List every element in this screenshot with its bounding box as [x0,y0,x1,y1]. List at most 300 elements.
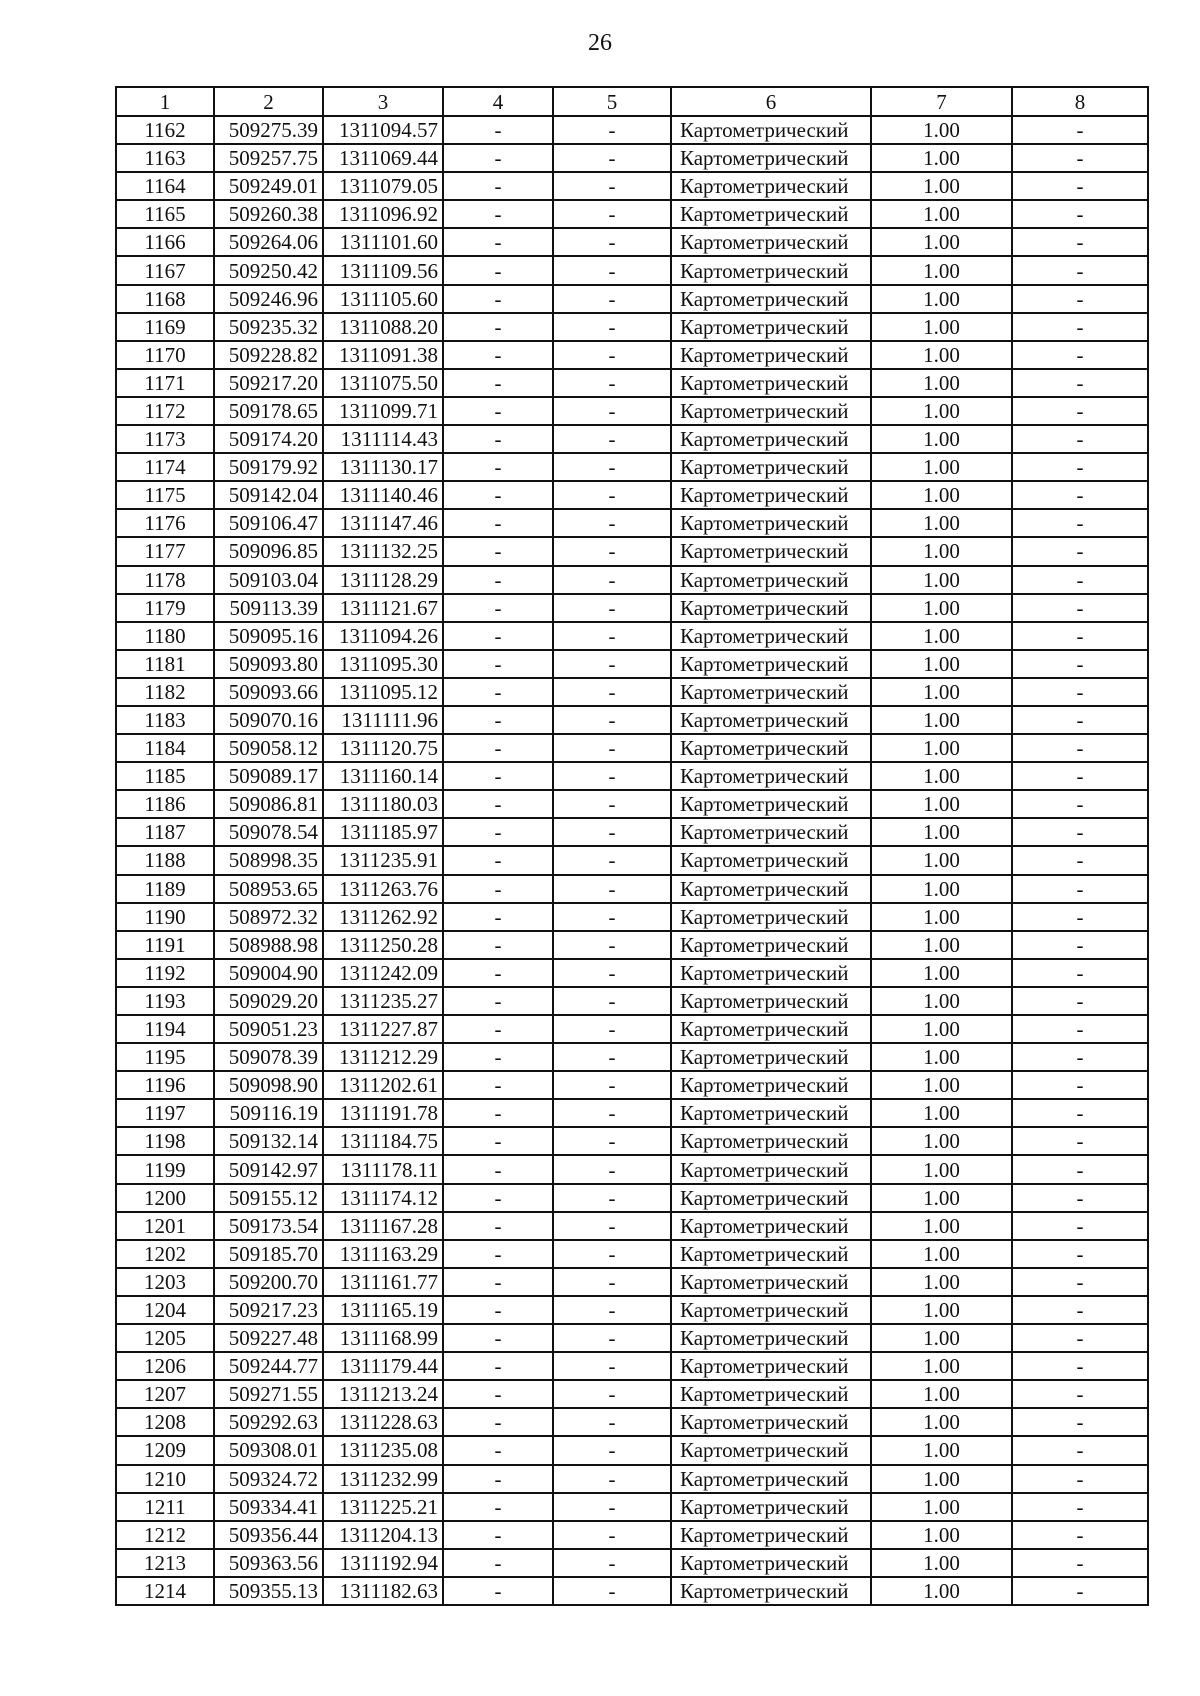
x-coordinate-cell: 509078.54 [214,818,323,846]
method-cell: Картометрический [671,1212,871,1240]
point-number-cell: 1210 [116,1465,214,1493]
method-cell: Картометрический [671,903,871,931]
x-coordinate-cell: 509142.97 [214,1155,323,1183]
method-cell: Картометрический [671,1015,871,1043]
y-coordinate-cell: 1311242.09 [323,959,443,987]
accuracy-cell: 1.00 [871,1493,1012,1521]
col-8-value-cell: - [1012,1071,1148,1099]
x-coordinate-cell: 508998.35 [214,846,323,874]
col-4-value-cell: - [443,1268,553,1296]
col-8-value-cell: - [1012,1465,1148,1493]
col-4-value-cell: - [443,594,553,622]
col-8-value-cell: - [1012,425,1148,453]
y-coordinate-cell: 1311163.29 [323,1240,443,1268]
y-coordinate-cell: 1311179.44 [323,1352,443,1380]
method-cell: Картометрический [671,818,871,846]
col-8-value-cell: - [1012,1099,1148,1127]
point-number-cell: 1168 [116,285,214,313]
point-number-cell: 1188 [116,846,214,874]
col-8-value-cell: - [1012,734,1148,762]
accuracy-cell: 1.00 [871,566,1012,594]
header-col-7: 7 [871,87,1012,116]
y-coordinate-cell: 1311094.26 [323,622,443,650]
col-8-value-cell: - [1012,313,1148,341]
header-col-6: 6 [671,87,871,116]
accuracy-cell: 1.00 [871,818,1012,846]
x-coordinate-cell: 509095.16 [214,622,323,650]
col-4-value-cell: - [443,509,553,537]
col-4-value-cell: - [443,1465,553,1493]
y-coordinate-cell: 1311111.96 [323,706,443,734]
col-8-value-cell: - [1012,1127,1148,1155]
table-row [116,425,1148,453]
col-5-value-cell: - [553,509,671,537]
point-number-cell: 1185 [116,762,214,790]
col-5-value-cell: - [553,1549,671,1577]
method-cell: Картометрический [671,116,871,144]
point-number-cell: 1176 [116,509,214,537]
method-cell: Картометрический [671,959,871,987]
col-8-value-cell: - [1012,566,1148,594]
col-4-value-cell: - [443,818,553,846]
table-row [116,818,1148,846]
x-coordinate-cell: 509227.48 [214,1324,323,1352]
y-coordinate-cell: 1311079.05 [323,172,443,200]
y-coordinate-cell: 1311225.21 [323,1493,443,1521]
col-8-value-cell: - [1012,228,1148,256]
col-8-value-cell: - [1012,453,1148,481]
accuracy-cell: 1.00 [871,1521,1012,1549]
point-number-cell: 1194 [116,1015,214,1043]
table-row [116,1521,1148,1549]
x-coordinate-cell: 509217.20 [214,369,323,397]
x-coordinate-cell: 508953.65 [214,875,323,903]
accuracy-cell: 1.00 [871,650,1012,678]
col-5-value-cell: - [553,1127,671,1155]
table-row [116,1043,1148,1071]
y-coordinate-cell: 1311096.92 [323,200,443,228]
method-cell: Картометрический [671,481,871,509]
accuracy-cell: 1.00 [871,762,1012,790]
method-cell: Картометрический [671,1240,871,1268]
col-5-value-cell: - [553,285,671,313]
accuracy-cell: 1.00 [871,1071,1012,1099]
col-4-value-cell: - [443,1493,553,1521]
col-4-value-cell: - [443,959,553,987]
y-coordinate-cell: 1311140.46 [323,481,443,509]
method-cell: Картометрический [671,622,871,650]
col-5-value-cell: - [553,818,671,846]
col-4-value-cell: - [443,200,553,228]
x-coordinate-cell: 509355.13 [214,1577,323,1605]
col-4-value-cell: - [443,228,553,256]
col-4-value-cell: - [443,1296,553,1324]
point-number-cell: 1192 [116,959,214,987]
header-row [116,87,1148,116]
col-4-value-cell: - [443,1127,553,1155]
x-coordinate-cell: 509089.17 [214,762,323,790]
col-5-value-cell: - [553,678,671,706]
point-number-cell: 1169 [116,313,214,341]
table-row [116,144,1148,172]
col-4-value-cell: - [443,1155,553,1183]
col-8-value-cell: - [1012,1015,1148,1043]
col-4-value-cell: - [443,144,553,172]
point-number-cell: 1198 [116,1127,214,1155]
method-cell: Картометрический [671,734,871,762]
table-body [116,116,1148,1605]
table-row [116,172,1148,200]
point-number-cell: 1173 [116,425,214,453]
col-5-value-cell: - [553,875,671,903]
point-number-cell: 1184 [116,734,214,762]
col-5-value-cell: - [553,1493,671,1521]
accuracy-cell: 1.00 [871,1577,1012,1605]
y-coordinate-cell: 1311088.20 [323,313,443,341]
accuracy-cell: 1.00 [871,481,1012,509]
accuracy-cell: 1.00 [871,706,1012,734]
accuracy-cell: 1.00 [871,1155,1012,1183]
col-4-value-cell: - [443,734,553,762]
table-row [116,1015,1148,1043]
col-4-value-cell: - [443,453,553,481]
method-cell: Картометрический [671,1099,871,1127]
accuracy-cell: 1.00 [871,1296,1012,1324]
method-cell: Картометрический [671,509,871,537]
table-row [116,846,1148,874]
method-cell: Картометрический [671,1380,871,1408]
col-5-value-cell: - [553,172,671,200]
accuracy-cell: 1.00 [871,1240,1012,1268]
accuracy-cell: 1.00 [871,987,1012,1015]
accuracy-cell: 1.00 [871,1352,1012,1380]
table-row [116,1240,1148,1268]
accuracy-cell: 1.00 [871,285,1012,313]
col-4-value-cell: - [443,116,553,144]
method-cell: Картометрический [671,256,871,284]
col-4-value-cell: - [443,1099,553,1127]
table-row [116,875,1148,903]
table-row [116,762,1148,790]
y-coordinate-cell: 1311160.14 [323,762,443,790]
y-coordinate-cell: 1311101.60 [323,228,443,256]
y-coordinate-cell: 1311130.17 [323,453,443,481]
method-cell: Картометрический [671,650,871,678]
coordinates-table [115,86,1149,1606]
table-row [116,790,1148,818]
point-number-cell: 1213 [116,1549,214,1577]
table-row [116,1155,1148,1183]
table-row [116,1071,1148,1099]
col-4-value-cell: - [443,1352,553,1380]
point-number-cell: 1183 [116,706,214,734]
x-coordinate-cell: 509058.12 [214,734,323,762]
col-5-value-cell: - [553,1296,671,1324]
point-number-cell: 1208 [116,1408,214,1436]
y-coordinate-cell: 1311147.46 [323,509,443,537]
col-4-value-cell: - [443,1015,553,1043]
x-coordinate-cell: 509070.16 [214,706,323,734]
table-row [116,1184,1148,1212]
y-coordinate-cell: 1311250.28 [323,931,443,959]
point-number-cell: 1171 [116,369,214,397]
x-coordinate-cell: 509116.19 [214,1099,323,1127]
point-number-cell: 1175 [116,481,214,509]
col-5-value-cell: - [553,200,671,228]
x-coordinate-cell: 509093.66 [214,678,323,706]
method-cell: Картометрический [671,425,871,453]
point-number-cell: 1189 [116,875,214,903]
method-cell: Картометрический [671,987,871,1015]
x-coordinate-cell: 509174.20 [214,425,323,453]
table-row [116,341,1148,369]
y-coordinate-cell: 1311109.56 [323,256,443,284]
table-row [116,622,1148,650]
y-coordinate-cell: 1311180.03 [323,790,443,818]
col-5-value-cell: - [553,1324,671,1352]
y-coordinate-cell: 1311095.30 [323,650,443,678]
y-coordinate-cell: 1311114.43 [323,425,443,453]
col-8-value-cell: - [1012,285,1148,313]
point-number-cell: 1201 [116,1212,214,1240]
x-coordinate-cell: 509004.90 [214,959,323,987]
col-5-value-cell: - [553,481,671,509]
x-coordinate-cell: 509173.54 [214,1212,323,1240]
table-row [116,903,1148,931]
method-cell: Картометрический [671,397,871,425]
col-5-value-cell: - [553,931,671,959]
col-8-value-cell: - [1012,1212,1148,1240]
col-8-value-cell: - [1012,172,1148,200]
y-coordinate-cell: 1311128.29 [323,566,443,594]
col-5-value-cell: - [553,1268,671,1296]
method-cell: Картометрический [671,1408,871,1436]
col-4-value-cell: - [443,1324,553,1352]
col-4-value-cell: - [443,1408,553,1436]
table-row [116,313,1148,341]
col-5-value-cell: - [553,790,671,818]
table-row [116,537,1148,565]
col-5-value-cell: - [553,1436,671,1464]
col-8-value-cell: - [1012,397,1148,425]
table-row [116,931,1148,959]
table-row [116,1577,1148,1605]
col-5-value-cell: - [553,537,671,565]
col-5-value-cell: - [553,1212,671,1240]
header-col-3: 3 [323,87,443,116]
accuracy-cell: 1.00 [871,425,1012,453]
point-number-cell: 1191 [116,931,214,959]
page-number: 26 [588,30,612,56]
x-coordinate-cell: 509078.39 [214,1043,323,1071]
col-4-value-cell: - [443,481,553,509]
accuracy-cell: 1.00 [871,172,1012,200]
col-8-value-cell: - [1012,818,1148,846]
accuracy-cell: 1.00 [871,1324,1012,1352]
x-coordinate-cell: 508972.32 [214,903,323,931]
y-coordinate-cell: 1311185.97 [323,818,443,846]
table-row [116,706,1148,734]
x-coordinate-cell: 509098.90 [214,1071,323,1099]
method-cell: Картометрический [671,1324,871,1352]
accuracy-cell: 1.00 [871,1127,1012,1155]
point-number-cell: 1199 [116,1155,214,1183]
col-5-value-cell: - [553,256,671,284]
accuracy-cell: 1.00 [871,116,1012,144]
point-number-cell: 1166 [116,228,214,256]
x-coordinate-cell: 508988.98 [214,931,323,959]
table-row [116,509,1148,537]
x-coordinate-cell: 509103.04 [214,566,323,594]
accuracy-cell: 1.00 [871,369,1012,397]
point-number-cell: 1202 [116,1240,214,1268]
table-row [116,678,1148,706]
point-number-cell: 1214 [116,1577,214,1605]
col-8-value-cell: - [1012,1549,1148,1577]
method-cell: Картометрический [671,1577,871,1605]
y-coordinate-cell: 1311075.50 [323,369,443,397]
point-number-cell: 1172 [116,397,214,425]
x-coordinate-cell: 509271.55 [214,1380,323,1408]
col-5-value-cell: - [553,1577,671,1605]
accuracy-cell: 1.00 [871,1268,1012,1296]
col-5-value-cell: - [553,959,671,987]
y-coordinate-cell: 1311099.71 [323,397,443,425]
accuracy-cell: 1.00 [871,1408,1012,1436]
col-5-value-cell: - [553,341,671,369]
table-row [116,1352,1148,1380]
method-cell: Картометрический [671,537,871,565]
col-4-value-cell: - [443,1240,553,1268]
y-coordinate-cell: 1311263.76 [323,875,443,903]
table-row [116,397,1148,425]
point-number-cell: 1174 [116,453,214,481]
col-4-value-cell: - [443,931,553,959]
point-number-cell: 1212 [116,1521,214,1549]
col-8-value-cell: - [1012,341,1148,369]
col-4-value-cell: - [443,1436,553,1464]
x-coordinate-cell: 509235.32 [214,313,323,341]
accuracy-cell: 1.00 [871,959,1012,987]
method-cell: Картометрический [671,762,871,790]
header-col-1: 1 [116,87,214,116]
col-8-value-cell: - [1012,846,1148,874]
point-number-cell: 1203 [116,1268,214,1296]
table-row [116,650,1148,678]
point-number-cell: 1211 [116,1493,214,1521]
col-8-value-cell: - [1012,594,1148,622]
y-coordinate-cell: 1311191.78 [323,1099,443,1127]
point-number-cell: 1197 [116,1099,214,1127]
x-coordinate-cell: 509264.06 [214,228,323,256]
y-coordinate-cell: 1311204.13 [323,1521,443,1549]
table-row [116,453,1148,481]
table-row [116,200,1148,228]
accuracy-cell: 1.00 [871,1212,1012,1240]
table-row [116,1436,1148,1464]
col-8-value-cell: - [1012,678,1148,706]
col-4-value-cell: - [443,341,553,369]
point-number-cell: 1182 [116,678,214,706]
col-8-value-cell: - [1012,116,1148,144]
col-8-value-cell: - [1012,1408,1148,1436]
point-number-cell: 1162 [116,116,214,144]
method-cell: Картометрический [671,706,871,734]
col-8-value-cell: - [1012,537,1148,565]
method-cell: Картометрический [671,1493,871,1521]
x-coordinate-cell: 509260.38 [214,200,323,228]
method-cell: Картометрический [671,1296,871,1324]
col-4-value-cell: - [443,678,553,706]
col-8-value-cell: - [1012,1521,1148,1549]
col-8-value-cell: - [1012,144,1148,172]
x-coordinate-cell: 509246.96 [214,285,323,313]
col-5-value-cell: - [553,846,671,874]
table-row [116,1127,1148,1155]
col-8-value-cell: - [1012,762,1148,790]
col-4-value-cell: - [443,1212,553,1240]
method-cell: Картометрический [671,172,871,200]
x-coordinate-cell: 509244.77 [214,1352,323,1380]
col-8-value-cell: - [1012,1184,1148,1212]
col-8-value-cell: - [1012,1352,1148,1380]
col-5-value-cell: - [553,1099,671,1127]
col-5-value-cell: - [553,453,671,481]
col-8-value-cell: - [1012,200,1148,228]
x-coordinate-cell: 509228.82 [214,341,323,369]
col-5-value-cell: - [553,706,671,734]
y-coordinate-cell: 1311161.77 [323,1268,443,1296]
col-8-value-cell: - [1012,1577,1148,1605]
col-5-value-cell: - [553,1071,671,1099]
y-coordinate-cell: 1311227.87 [323,1015,443,1043]
point-number-cell: 1195 [116,1043,214,1071]
point-number-cell: 1178 [116,566,214,594]
col-5-value-cell: - [553,1408,671,1436]
table-row [116,1296,1148,1324]
x-coordinate-cell: 509178.65 [214,397,323,425]
table-row [116,1380,1148,1408]
table-row [116,1408,1148,1436]
y-coordinate-cell: 1311192.94 [323,1549,443,1577]
point-number-cell: 1170 [116,341,214,369]
x-coordinate-cell: 509356.44 [214,1521,323,1549]
table-row [116,116,1148,144]
table-row [116,285,1148,313]
method-cell: Картометрический [671,1352,871,1380]
y-coordinate-cell: 1311262.92 [323,903,443,931]
header-col-2: 2 [214,87,323,116]
col-8-value-cell: - [1012,1043,1148,1071]
x-coordinate-cell: 509308.01 [214,1436,323,1464]
col-8-value-cell: - [1012,1493,1148,1521]
x-coordinate-cell: 509029.20 [214,987,323,1015]
accuracy-cell: 1.00 [871,144,1012,172]
accuracy-cell: 1.00 [871,790,1012,818]
accuracy-cell: 1.00 [871,313,1012,341]
col-8-value-cell: - [1012,959,1148,987]
accuracy-cell: 1.00 [871,1436,1012,1464]
col-5-value-cell: - [553,1352,671,1380]
x-coordinate-cell: 509086.81 [214,790,323,818]
point-number-cell: 1179 [116,594,214,622]
point-number-cell: 1205 [116,1324,214,1352]
method-cell: Картометрический [671,1268,871,1296]
col-8-value-cell: - [1012,903,1148,931]
col-4-value-cell: - [443,1071,553,1099]
method-cell: Картометрический [671,200,871,228]
y-coordinate-cell: 1311091.38 [323,341,443,369]
